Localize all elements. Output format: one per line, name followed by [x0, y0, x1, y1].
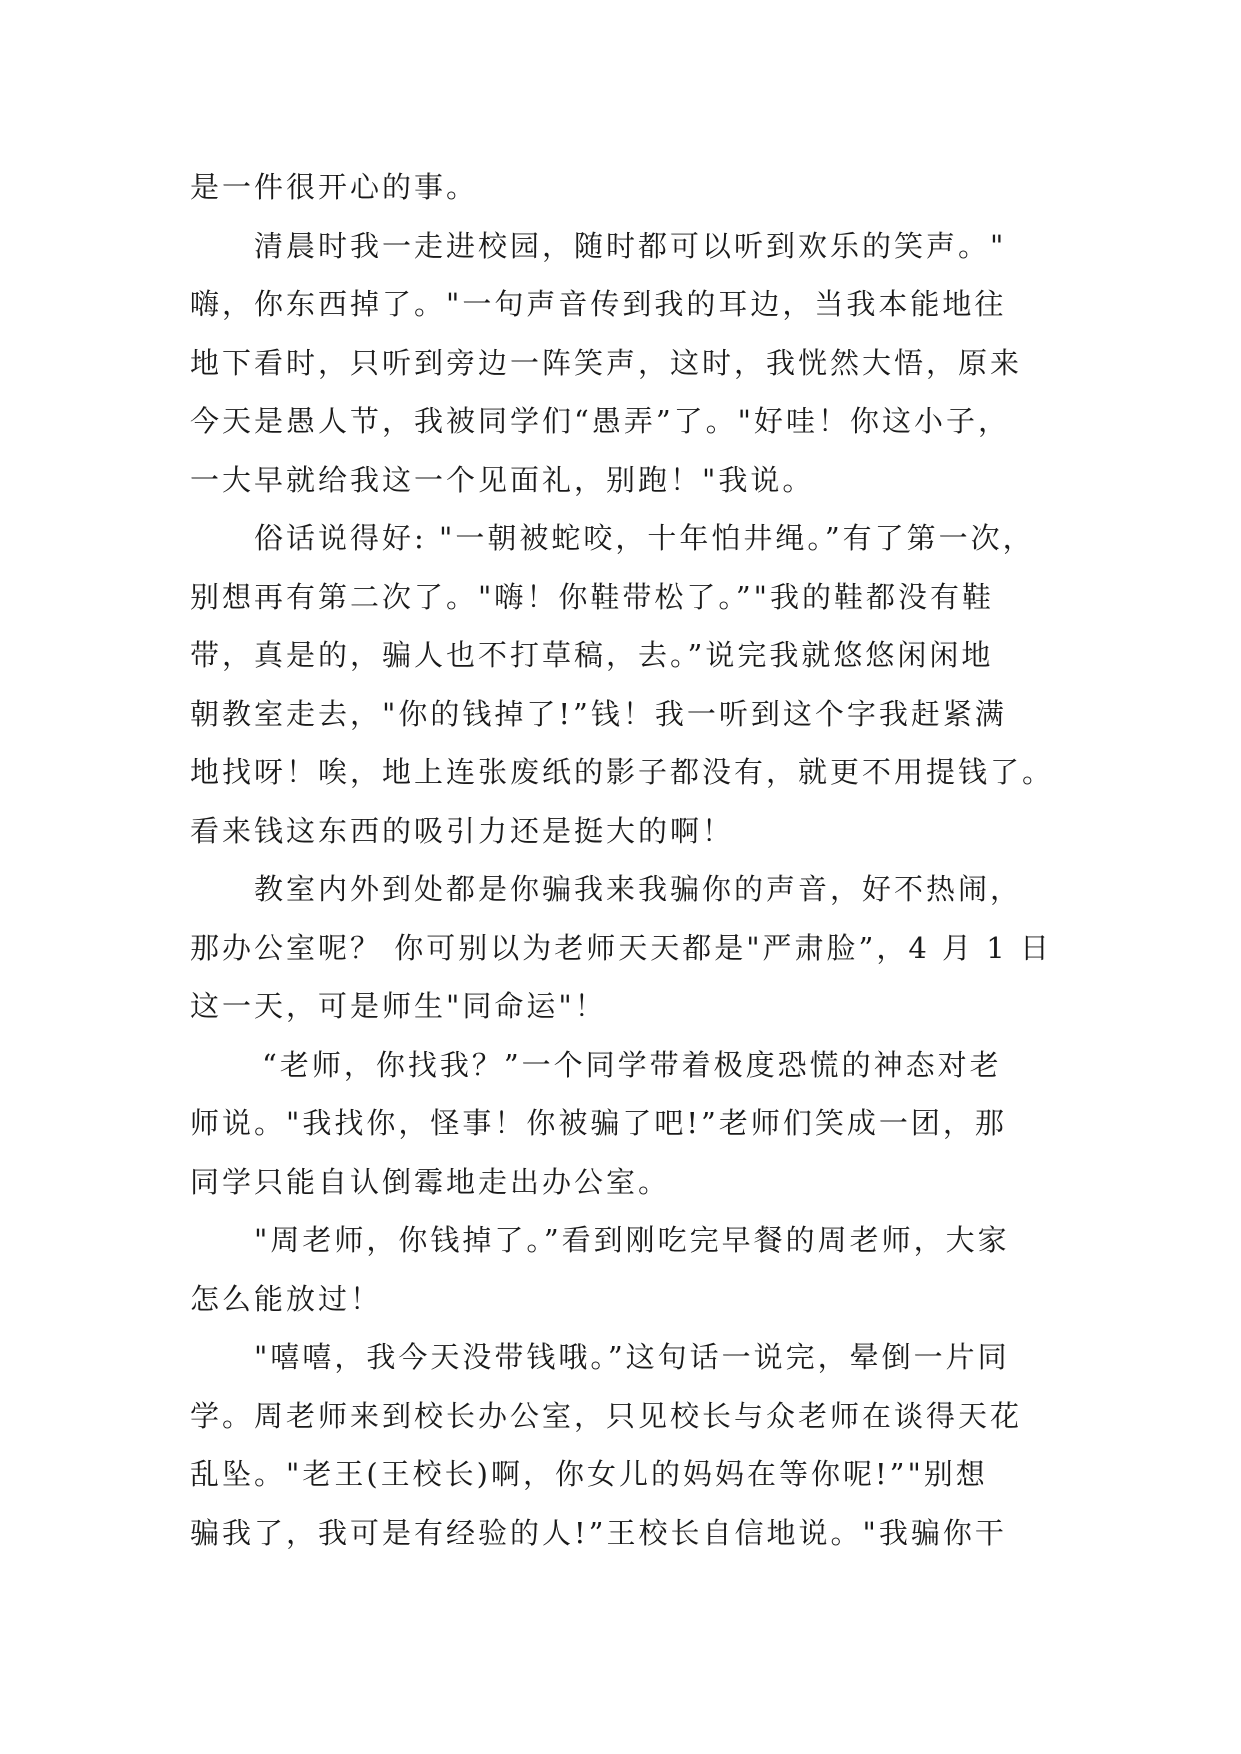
text-line: 今天是愚人节，我被同学们“愚弄”了。"好哇！你这小子，	[190, 404, 1010, 438]
essay-body	[190, 158, 1055, 1562]
text-line: 同学只能自认倒霉地走出办公室。	[190, 1164, 671, 1199]
text-line: "周老师，你钱掉了。”看到刚吃完早餐的周老师，大家	[254, 1223, 1010, 1257]
text-line: 地找呀！唉，地上连张废纸的影子都没有，就更不用提钱了。	[190, 755, 1055, 789]
text-line: 骗我了，我可是有经验的人!”王校长自信地说。"我骗你干	[190, 1515, 1007, 1550]
text-line: 乱坠。"老王(王校长)啊，你女儿的妈妈在等你呢!”"别想	[190, 1457, 988, 1491]
text-line: 看来钱这东西的吸引力还是挺大的啊！	[190, 813, 735, 848]
text-line: 怎么能放过！	[190, 1281, 383, 1316]
text-line: 别想再有第二次了。"嗨！你鞋带松了。”"我的鞋都没有鞋	[190, 579, 995, 614]
text-line: 师说。"我找你，怪事！你被骗了吧!”老师们笑成一团，那	[190, 1106, 1007, 1140]
text-line: 朝教室走去，"你的钱掉了!”钱！我一听到这个字我赶紧满	[190, 696, 1007, 731]
text-line: 是一件很开心的事。	[190, 170, 479, 204]
text-line: 那办公室呢？ 你可别以为老师天天都是"严肃脸”，4 月 1 日	[190, 930, 1052, 965]
text-line: 嗨，你东西掉了。"一句声音传到我的耳边，当我本能地往	[190, 287, 1007, 321]
text-line: 清晨时我一走进校园，随时都可以听到欢乐的笑声。"	[254, 228, 1007, 263]
text-line: 这一天，可是师生"同命运"！	[190, 989, 607, 1023]
text-line: 带，真是的，骗人也不打草稿，去。”说完我就悠悠闲闲地	[190, 638, 994, 672]
text-line: 地下看时，只听到旁边一阵笑声，这时，我恍然大悟，原来	[190, 345, 1023, 380]
text-line: 学。周老师来到校长办公室，只见校长与众老师在谈得天花	[190, 1398, 1023, 1433]
text-line: 俗话说得好: "一朝被蛇咬，十年怕井绳。”有了第一次，	[254, 521, 1035, 555]
text-line: “老师，你找我？”一个同学带着极度恐慌的神态对老	[262, 1047, 1002, 1082]
text-line: 一大早就给我这一个见面礼，别跑！"我说。	[190, 462, 815, 497]
text-line: "嘻嘻，我今天没带钱哦。”这句话一说完，晕倒一片同	[254, 1340, 1010, 1374]
text-line: 教室内外到处都是你骗我来我骗你的声音，好不热闹，	[254, 872, 1023, 906]
